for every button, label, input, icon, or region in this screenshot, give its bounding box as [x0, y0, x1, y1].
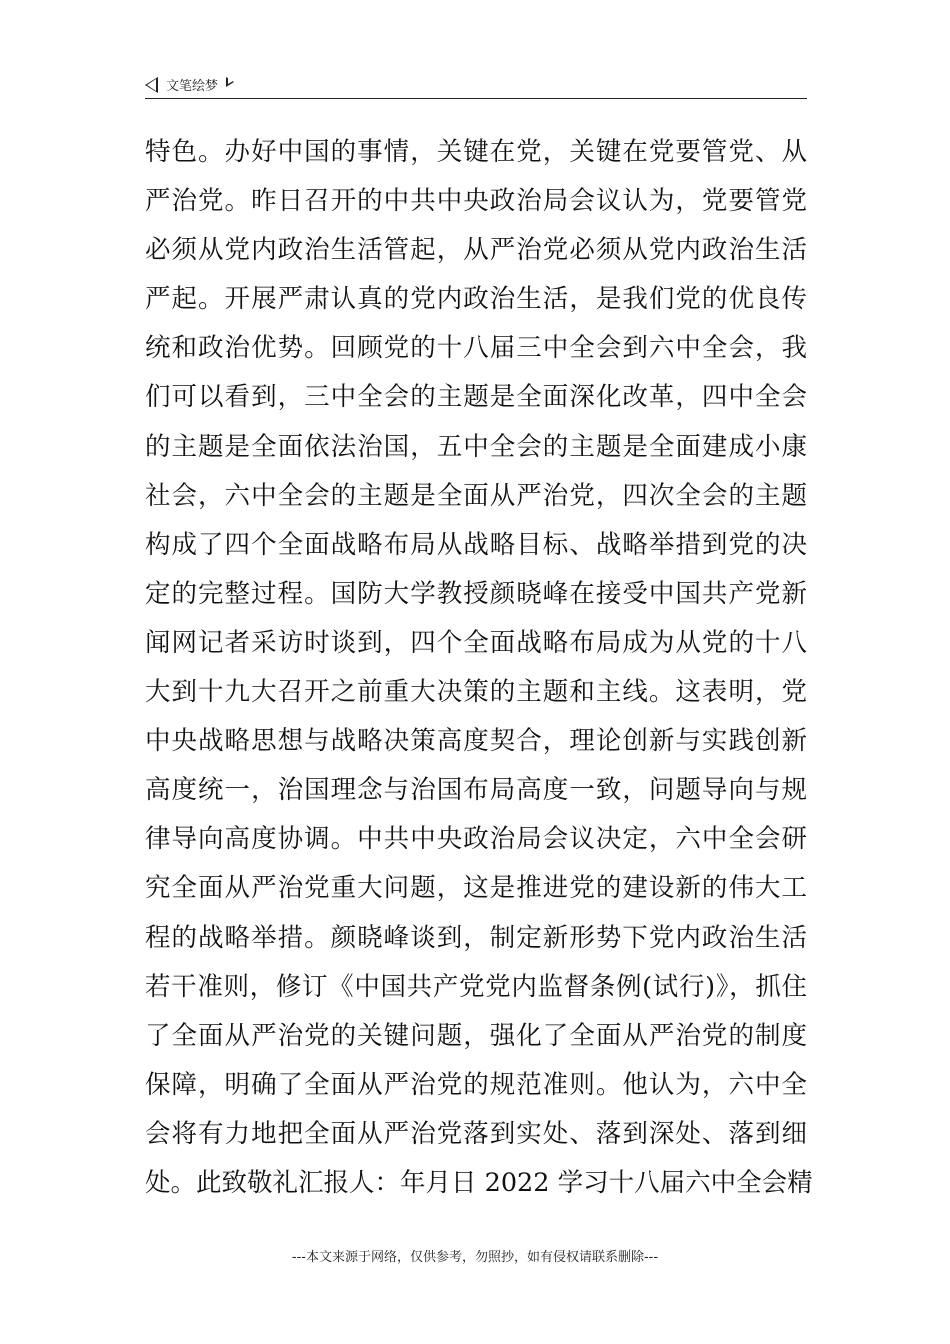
body-line: 高度统一，治国理念与治国布局高度一致，问题导向与规 [145, 775, 807, 806]
body-line: 大到十九大召开之前重大决策的主题和主线。这表明，党 [145, 677, 807, 708]
page-header [145, 72, 807, 99]
body-line: 若干准则，修订《中国共产党党内监督条例(试行)》，抓住 [145, 971, 807, 1002]
body-line: 处。此致敬礼汇报人：年月日 2022 学习十八届六中全会精 [145, 1167, 813, 1198]
body-line: 特色。办好中国的事情，关键在党，关键在党要管党、从 [145, 137, 807, 167]
body-line: 们可以看到，三中全会的主题是全面深化改革，四中全会 [145, 382, 807, 413]
body-line: 定的完整过程。国防大学教授颜晓峰在接受中国共产党新 [145, 578, 807, 609]
right-triangle-icon [226, 77, 234, 87]
body-line: 了全面从严治党的关键问题，强化了全面从严治党的制度 [145, 1020, 807, 1051]
body-line: 保障，明确了全面从严治党的规范准则。他认为，六中全 [145, 1069, 807, 1100]
body-line: 究全面从严治党重大问题，这是推进党的建设新的伟大工 [145, 873, 807, 904]
document-body [145, 128, 813, 1208]
body-line: 律导向高度协调。中共中央政治局会议决定，六中全会研 [145, 824, 807, 855]
body-line: 中央战略思想与战略决策高度契合，理论创新与实践创新 [145, 726, 807, 757]
body-line: 严治党。昨日召开的中共中央政治局会议认为，党要管党 [145, 186, 807, 217]
body-line: 统和政治优势。回顾党的十八届三中全会到六中全会，我 [145, 333, 807, 364]
body-line: 的主题是全面依法治国，五中全会的主题是全面建成小康 [145, 431, 807, 462]
left-triangle-icon [145, 77, 158, 93]
header-brand [145, 75, 234, 94]
body-line: 严起。开展严肃认真的党内政治生活，是我们党的优良传 [145, 284, 807, 315]
body-line: 闻网记者采访时谈到，四个全面战略布局成为从党的十八 [145, 627, 807, 658]
body-line: 会将有力地把全面从严治党落到实处、落到深处、落到细 [145, 1118, 807, 1149]
body-line: 构成了四个全面战略布局从战略目标、战略举措到党的决 [145, 529, 807, 560]
body-line: 程的战略举措。颜晓峰谈到，制定新形势下党内政治生活 [145, 922, 807, 953]
body-line: 必须从党内政治生活管起，从严治党必须从党内政治生活 [145, 235, 807, 266]
header-title: 文笔绘梦 [166, 79, 219, 94]
body-line: 社会，六中全会的主题是全面从严治党，四次全会的主题 [145, 480, 807, 511]
footer-notice: ---本文来源于网络，仅供参考，勿照抄，如有侵权请联系删除--- [291, 1250, 659, 1265]
